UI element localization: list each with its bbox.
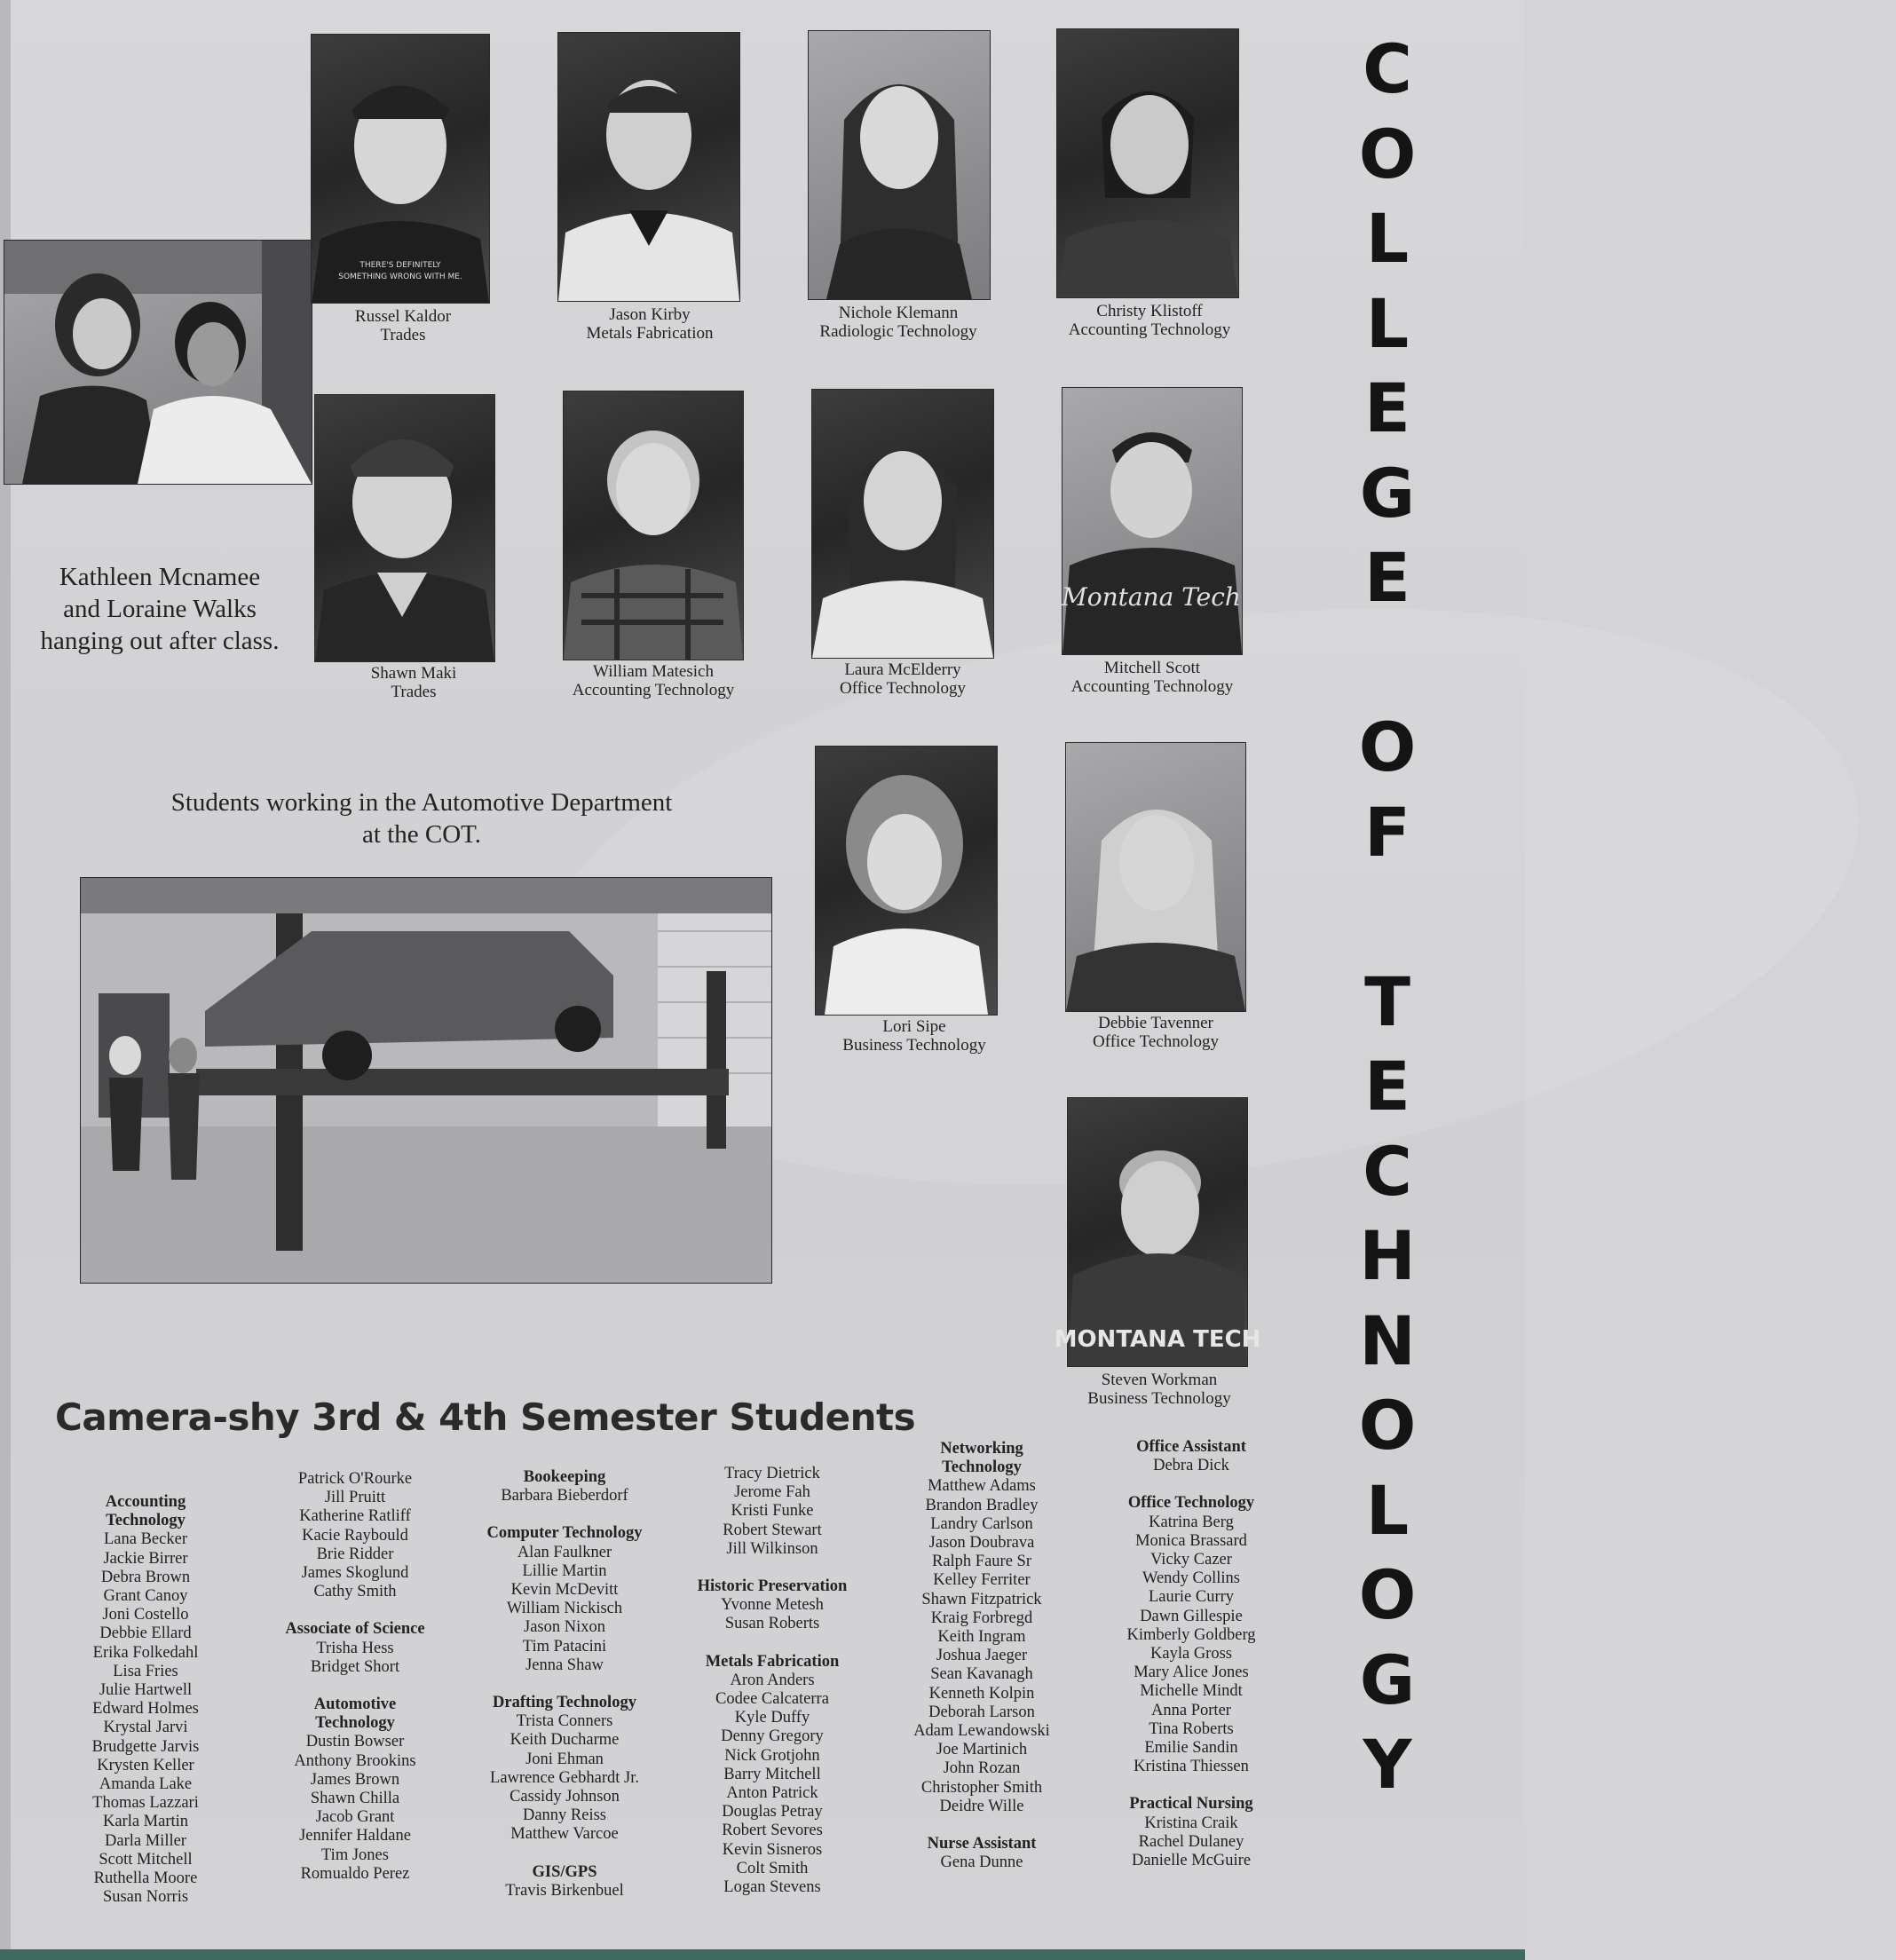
student-name: Matthew Varcoe: [510, 1825, 619, 1844]
student-name: Shawn Chilla: [310, 1790, 400, 1808]
portrait-name: Steven Workman: [1101, 1371, 1218, 1389]
shirt-text: Montana Tech: [1062, 582, 1241, 612]
student-name: Jason Doubrava: [928, 1534, 1035, 1553]
student-name: Susan Roberts: [724, 1615, 820, 1633]
program-heading: Technology: [106, 1512, 186, 1530]
student-name: Gena Dunne: [940, 1853, 1023, 1872]
group-spacer: [462, 1506, 668, 1524]
automotive-caption-line-2: at the COT.: [362, 820, 481, 849]
student-name: Colt Smith: [736, 1859, 809, 1877]
student-name: Brie Ridder: [316, 1545, 394, 1563]
student-name: Susan Norris: [102, 1888, 189, 1907]
student-name: Patrick O'Rourke: [297, 1470, 413, 1488]
student-name: Lisa Fries: [113, 1662, 178, 1680]
student-name: Kelley Ferriter: [933, 1571, 1031, 1590]
student-name: Jerome Fah: [734, 1483, 810, 1502]
student-name: Mary Alice Jones: [1134, 1664, 1249, 1682]
title-letter: O: [1358, 1386, 1417, 1465]
student-name: Lawrence Gebhardt Jr.: [490, 1768, 639, 1787]
student-name: Ruthella Moore: [93, 1869, 198, 1888]
portrait-program: Radiologic Technology: [819, 322, 977, 341]
portrait-program: Accounting Technology: [1068, 320, 1231, 339]
student-name: Cassidy Johnson: [510, 1788, 620, 1806]
candid-caption-line-2: and Loraine Walks: [63, 595, 257, 623]
title-letter: G: [1359, 454, 1416, 533]
title-letter: T: [1364, 962, 1410, 1041]
portrait-mitchell-scott: [1062, 387, 1243, 655]
portrait-name: Debbie Tavenner: [1098, 1014, 1213, 1032]
student-name: John Rozan: [943, 1759, 1021, 1778]
caption-christy-klistoff: [1043, 302, 1256, 339]
portrait-name: Shawn Maki: [370, 664, 457, 683]
caption-mitchell-scott: [1046, 659, 1259, 696]
portrait-program: Accounting Technology: [572, 681, 735, 699]
program-heading: Networking: [940, 1440, 1023, 1458]
student-name: Travis Birkenbuel: [505, 1881, 624, 1900]
title-letter: N: [1359, 1301, 1416, 1380]
portrait-name: Christy Klistoff: [1096, 302, 1203, 320]
student-name: Yvonne Metesh: [721, 1596, 824, 1615]
portrait-program: Trades: [391, 683, 437, 701]
title-letter: C: [1363, 1132, 1412, 1211]
student-name: Krystal Jarvi: [103, 1719, 188, 1737]
program-heading: Office Technology: [1127, 1494, 1255, 1513]
student-name: Joshua Jaeger: [936, 1647, 1028, 1665]
student-name: Tim Jones: [321, 1845, 389, 1864]
student-name: Joni Ehman: [525, 1750, 604, 1768]
student-name: Anthony Brookins: [294, 1751, 416, 1770]
automotive-caption-line-1: Students working in the Automotive Department: [170, 788, 673, 817]
automotive-caption: [80, 786, 763, 850]
caption-russel-kaldor: [314, 307, 492, 344]
title-letter: H: [1359, 1216, 1416, 1295]
student-name: Laurie Curry: [1148, 1588, 1235, 1607]
student-name: Nick Grotjohn: [724, 1746, 820, 1765]
portrait-program: Office Technology: [1092, 1032, 1219, 1051]
student-name: Debra Dick: [1153, 1457, 1229, 1475]
portrait-name: Laura McElderry: [844, 660, 961, 679]
program-heading: Bookeeping: [523, 1468, 606, 1486]
group-spacer: [893, 1816, 1070, 1835]
portrait-name: Lori Sipe: [882, 1017, 946, 1036]
student-name: Lana Becker: [104, 1530, 187, 1549]
student-name: Anna Porter: [1151, 1701, 1231, 1719]
program-heading: Metals Fabrication: [705, 1652, 840, 1671]
caption-william-matesich: [547, 662, 760, 699]
student-name: Kristina Craik: [1144, 1814, 1238, 1832]
student-name: Codee Calcaterra: [715, 1690, 829, 1709]
program-heading: Practical Nursing: [1129, 1795, 1253, 1814]
portrait-program: Office Technology: [839, 679, 966, 698]
title-letter: E: [1364, 1047, 1410, 1126]
bottom-color-band: [0, 1949, 1525, 1960]
student-name: Kayla Gross: [1150, 1645, 1232, 1664]
portrait-jason-kirby: [557, 32, 740, 302]
portrait-laura-mcelderry: [811, 389, 994, 659]
caption-lori-sipe: [808, 1017, 1021, 1055]
group-spacer: [1099, 1475, 1284, 1494]
student-name: Cathy Smith: [313, 1583, 397, 1601]
portrait-lori-sipe: [815, 746, 998, 1016]
student-name: Keith Ingram: [937, 1628, 1026, 1647]
caption-shawn-maki: [307, 664, 520, 701]
title-letter: O: [1358, 707, 1417, 786]
shirt-text-line-2: SOMETHING WRONG WITH ME.: [338, 273, 462, 281]
group-spacer: [462, 1845, 668, 1863]
student-name: Christopher Smith: [920, 1778, 1043, 1797]
student-name: Jacob Grant: [315, 1808, 395, 1827]
shirt-text: MONTANA TECH: [1054, 1326, 1261, 1353]
program-heading: Automotive: [313, 1695, 397, 1714]
student-name: Kevin Sisneros: [722, 1840, 823, 1859]
student-name: Karla Martin: [102, 1813, 189, 1831]
student-name: Trisha Hess: [316, 1639, 394, 1657]
portrait-name: Russel Kaldor: [354, 307, 452, 326]
portrait-steven-workman: [1054, 1097, 1261, 1367]
student-name: Anton Patrick: [726, 1784, 818, 1803]
student-name: Dawn Gillespie: [1140, 1607, 1243, 1625]
student-name: Scott Mitchell: [99, 1850, 193, 1869]
student-name: Darla Miller: [105, 1831, 186, 1850]
group-spacer: [266, 1601, 444, 1620]
portrait-william-matesich: [563, 391, 744, 660]
student-name: Jackie Birrer: [103, 1549, 188, 1568]
student-name: Jill Wilkinson: [726, 1539, 818, 1558]
student-name: Rachel Dulaney: [1138, 1832, 1244, 1851]
student-name: Grant Canoy: [103, 1587, 188, 1606]
candid-caption-line-1: Kathleen Mcnamee: [59, 563, 261, 591]
program-heading: Accounting: [105, 1493, 186, 1511]
title-letter: L: [1365, 1471, 1410, 1550]
portrait-nichole-klemann: [808, 30, 991, 300]
student-name: Joni Costello: [102, 1606, 189, 1624]
student-name: Debra Brown: [100, 1568, 191, 1586]
candid-photo: [4, 240, 312, 485]
student-name: Matthew Adams: [928, 1477, 1036, 1496]
portrait-program: Accounting Technology: [1070, 677, 1234, 696]
automotive-photo: [80, 877, 772, 1284]
program-heading: Computer Technology: [486, 1524, 643, 1543]
student-name: Aron Anders: [730, 1671, 815, 1689]
student-name: Joe Martinich: [936, 1741, 1028, 1759]
title-letter: Y: [1363, 1725, 1412, 1804]
program-heading: Nurse Assistant: [927, 1835, 1037, 1853]
title-letter: O: [1358, 1555, 1417, 1634]
caption-debbie-tavenner: [1049, 1014, 1262, 1051]
portrait-debbie-tavenner: [1065, 742, 1246, 1012]
camera-shy-column-2: [266, 1470, 444, 1884]
caption-steven-workman: [1053, 1371, 1266, 1408]
student-name: Trista Conners: [516, 1712, 613, 1731]
student-name: Tracy Dietrick: [724, 1465, 820, 1482]
portrait-program: Metals Fabrication: [586, 324, 714, 343]
student-name: Lillie Martin: [522, 1561, 607, 1580]
program-heading: Associate of Science: [285, 1620, 425, 1639]
candid-caption-line-3: hanging out after class.: [40, 627, 280, 655]
title-letter: E: [1364, 538, 1410, 617]
student-name: Shawn Fitzpatrick: [921, 1590, 1042, 1608]
student-name: Erika Folkedahl: [92, 1643, 199, 1662]
student-name: Katherine Ratliff: [299, 1507, 411, 1526]
student-name: Amanda Lake: [99, 1775, 193, 1794]
student-name: Jason Nixon: [524, 1618, 605, 1637]
student-name: Julie Hartwell: [99, 1681, 193, 1700]
program-heading: GIS/GPS: [532, 1862, 597, 1881]
student-name: Adam Lewandowski: [913, 1722, 1050, 1741]
student-name: Logan Stevens: [723, 1878, 821, 1897]
student-name: Sean Kavanagh: [930, 1665, 1033, 1684]
title-letter: E: [1364, 368, 1410, 447]
student-name: Barbara Bieberdorf: [501, 1487, 628, 1506]
candid-caption: [0, 561, 320, 657]
camera-shy-heading: Camera-shy 3rd & 4th Semester Students: [55, 1395, 916, 1439]
group-spacer: [462, 1675, 668, 1694]
group-spacer: [266, 1677, 444, 1695]
student-name: Emilie Sandin: [1144, 1739, 1238, 1758]
student-name: Kacie Raybould: [302, 1526, 408, 1545]
program-heading: Technology: [942, 1458, 1022, 1477]
student-name: Edward Holmes: [92, 1700, 199, 1719]
student-name: Kevin McDevitt: [510, 1581, 619, 1600]
student-name: Katrina Berg: [1149, 1513, 1234, 1531]
student-name: James Brown: [310, 1770, 400, 1789]
student-name: Vicky Cazer: [1150, 1551, 1232, 1569]
student-name: Deborah Larson: [928, 1703, 1035, 1721]
title-letter: O: [1358, 115, 1417, 194]
student-name: Alan Faulkner: [517, 1543, 612, 1561]
title-letter: C: [1363, 29, 1412, 108]
program-heading: Technology: [315, 1714, 395, 1733]
student-name: Jennifer Haldane: [299, 1827, 411, 1845]
camera-shy-column-3: [462, 1468, 668, 1901]
student-name: Brandon Bradley: [925, 1496, 1039, 1514]
portrait-name: William Matesich: [593, 662, 714, 681]
student-name: Ralph Faure Sr: [931, 1553, 1031, 1571]
student-name: Robert Sevores: [722, 1822, 823, 1840]
student-name: James Skoglund: [301, 1564, 409, 1583]
student-name: Kristina Thiessen: [1134, 1758, 1249, 1776]
portrait-name: Mitchell Scott: [1103, 659, 1201, 677]
student-name: Tina Roberts: [1149, 1719, 1234, 1738]
group-spacer: [1099, 1776, 1284, 1795]
caption-laura-mcelderry: [796, 660, 1009, 698]
student-name: Michelle Mindt: [1140, 1682, 1243, 1701]
group-spacer: [675, 1559, 870, 1577]
student-name: Jenna Shaw: [525, 1656, 604, 1674]
program-heading: Drafting Technology: [493, 1694, 636, 1712]
portrait-russel-kaldor: [311, 34, 490, 304]
student-name: Dustin Bowser: [305, 1733, 405, 1751]
portrait-christy-klistoff: [1056, 28, 1239, 298]
program-heading: Historic Preservation: [697, 1577, 848, 1596]
student-name: Kraig Forbregd: [930, 1608, 1033, 1627]
student-name: Brudgette Jarvis: [91, 1737, 200, 1756]
portrait-program: Business Technology: [842, 1036, 986, 1055]
caption-nichole-klemann: [792, 304, 1005, 341]
student-name: Wendy Collins: [1142, 1569, 1241, 1588]
title-letter: F: [1364, 793, 1410, 872]
student-name: Monica Brassard: [1135, 1531, 1247, 1550]
camera-shy-column-1: [57, 1493, 234, 1907]
student-name: Deidre Wille: [939, 1797, 1024, 1815]
student-name: Romualdo Perez: [300, 1864, 410, 1883]
portrait-program: Business Technology: [1087, 1389, 1231, 1408]
group-spacer: [675, 1634, 870, 1653]
program-heading: Office Assistant: [1136, 1438, 1246, 1456]
portrait-name: Nichole Klemann: [838, 304, 959, 322]
title-letter: L: [1365, 199, 1410, 278]
student-name: Tim Patacini: [522, 1637, 607, 1656]
student-name: Kimberly Goldberg: [1126, 1625, 1256, 1644]
student-name: Kyle Duffy: [734, 1709, 810, 1727]
portrait-shawn-maki: [314, 394, 495, 662]
student-name: Debbie Ellard: [99, 1624, 192, 1643]
student-name: Kristi Funke: [731, 1502, 814, 1521]
student-name: Keith Ducharme: [510, 1731, 620, 1750]
student-name: Landry Carlson: [930, 1514, 1033, 1533]
camera-shy-column-4: [675, 1465, 870, 1897]
title-letter: G: [1359, 1640, 1416, 1719]
portrait-program: Trades: [380, 326, 426, 344]
shirt-text-line-1: THERE'S DEFINITELY: [359, 261, 441, 270]
camera-shy-column-5: [893, 1440, 1070, 1872]
student-name: Douglas Petray: [722, 1803, 823, 1822]
student-name: Denny Gregory: [721, 1727, 824, 1746]
student-name: Barry Mitchell: [723, 1765, 821, 1783]
caption-jason-kirby: [543, 305, 756, 343]
student-name: William Nickisch: [506, 1600, 623, 1618]
student-name: Kenneth Kolpin: [928, 1684, 1035, 1703]
student-name: Robert Stewart: [723, 1521, 822, 1539]
portrait-name: Jason Kirby: [609, 305, 691, 324]
title-letter: L: [1365, 284, 1410, 363]
student-name: Danny Reiss: [522, 1806, 607, 1825]
student-name: Thomas Lazzari: [92, 1794, 199, 1813]
student-name: Danielle McGuire: [1131, 1852, 1252, 1870]
student-name: Bridget Short: [310, 1657, 400, 1676]
camera-shy-column-6: [1099, 1438, 1284, 1870]
student-name: Jill Pruitt: [324, 1489, 386, 1507]
student-name: Krysten Keller: [97, 1756, 194, 1774]
